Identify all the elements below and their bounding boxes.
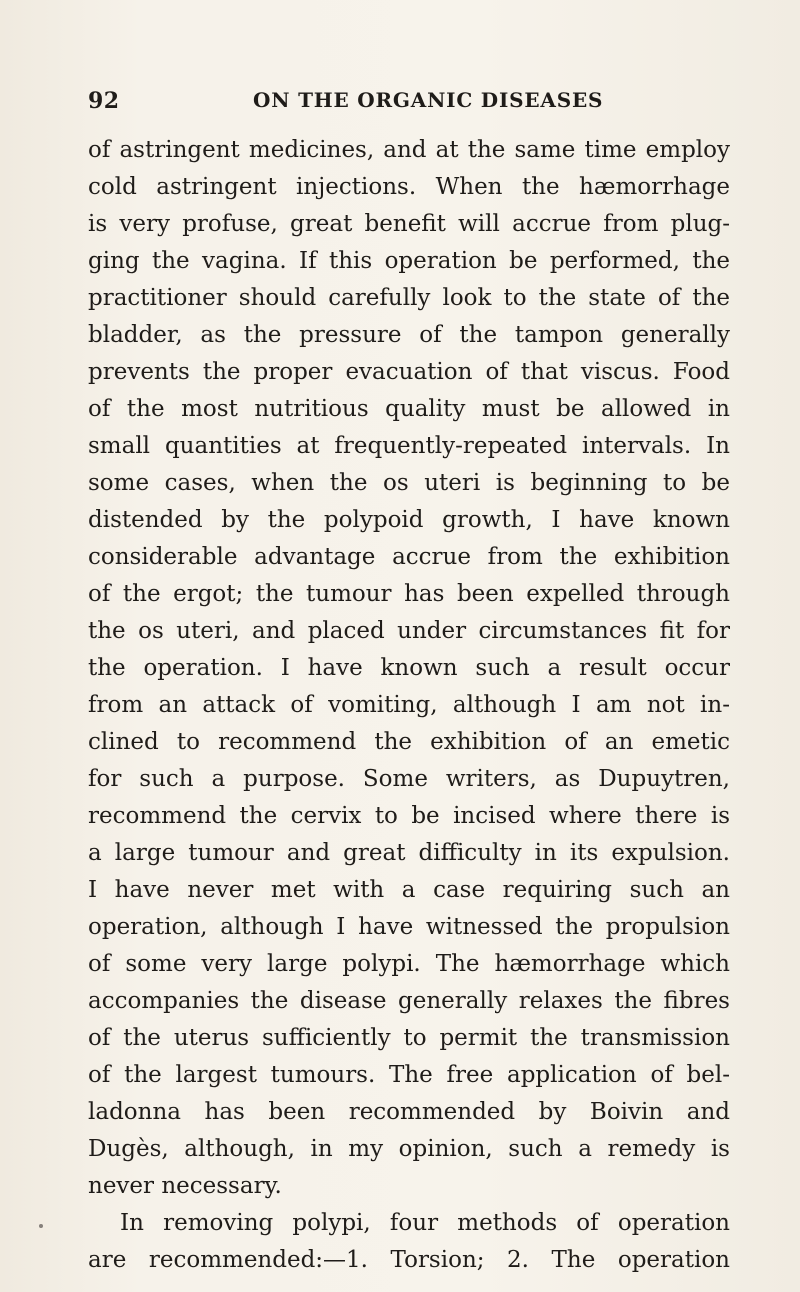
text-line-1: of astringent medicines, and at the same time employ [88,137,730,163]
text-line-17: clined to recommend the exhibition of an emetic [88,729,730,755]
text-line-31: are recommended:—1. Torsion; 2. The operation [88,1247,730,1273]
text-line-5: practitioner should carefully look to the state of the [88,285,730,311]
text-line-3: is very profuse, great benefit will accrue from plug- [88,211,730,237]
text-line-25: of the uterus sufficiently to permit the transmission [88,1025,730,1051]
text-line-23: of some very large polypi. The hæmorrhage which [88,951,730,977]
text-line-29: never necessary. [88,1173,282,1199]
text-line-30: In removing polypi, four methods of operation [120,1210,730,1236]
page-speck [39,1224,43,1228]
body-text [88,132,730,1279]
text-line-7: prevents the proper evacuation of that viscus. Food [88,359,730,385]
text-line-9: small quantities at frequently-repeated intervals. In [88,433,730,459]
text-line-11: distended by the polypoid growth, I have known [88,507,730,533]
text-line-12: considerable advantage accrue from the exhibition [88,544,730,570]
text-line-18: for such a purpose. Some writers, as Dupuytren, [88,766,730,792]
text-line-16: from an attack of vomiting, although I am not in- [88,692,730,718]
text-line-20: a large tumour and great difficulty in its expulsion. [88,840,730,866]
text-line-15: the operation. I have known such a result occur [88,655,730,681]
text-line-26: of the largest tumours. The free application of bel- [88,1062,730,1088]
text-line-13: of the ergot; the tumour has been expelled through [88,581,730,607]
text-line-8: of the most nutritious quality must be allowed in [88,396,730,422]
text-line-21: I have never met with a case requiring such an [88,877,730,903]
text-line-27: ladonna has been recommended by Boivin and [88,1099,730,1125]
text-line-19: recommend the cervix to be incised where there is [88,803,730,829]
text-line-2: cold astringent injections. When the hæmorrhage [88,174,730,200]
page-number: 92 [88,88,120,114]
running-head: ON THE ORGANIC DISEASES [253,88,604,112]
text-line-28: Dugès, although, in my opinion, such a remedy is [88,1136,730,1162]
text-line-4: ging the vagina. If this operation be performed, the [88,248,730,274]
page-header [88,88,728,118]
text-line-6: bladder, as the pressure of the tampon generally [88,322,730,348]
text-line-14: the os uteri, and placed under circumstances fit for [88,618,730,644]
text-line-22: operation, although I have witnessed the propulsion [88,914,730,940]
text-line-24: accompanies the disease generally relaxes the fibres [88,988,730,1014]
text-line-10: some cases, when the os uteri is beginning to be [88,470,730,496]
